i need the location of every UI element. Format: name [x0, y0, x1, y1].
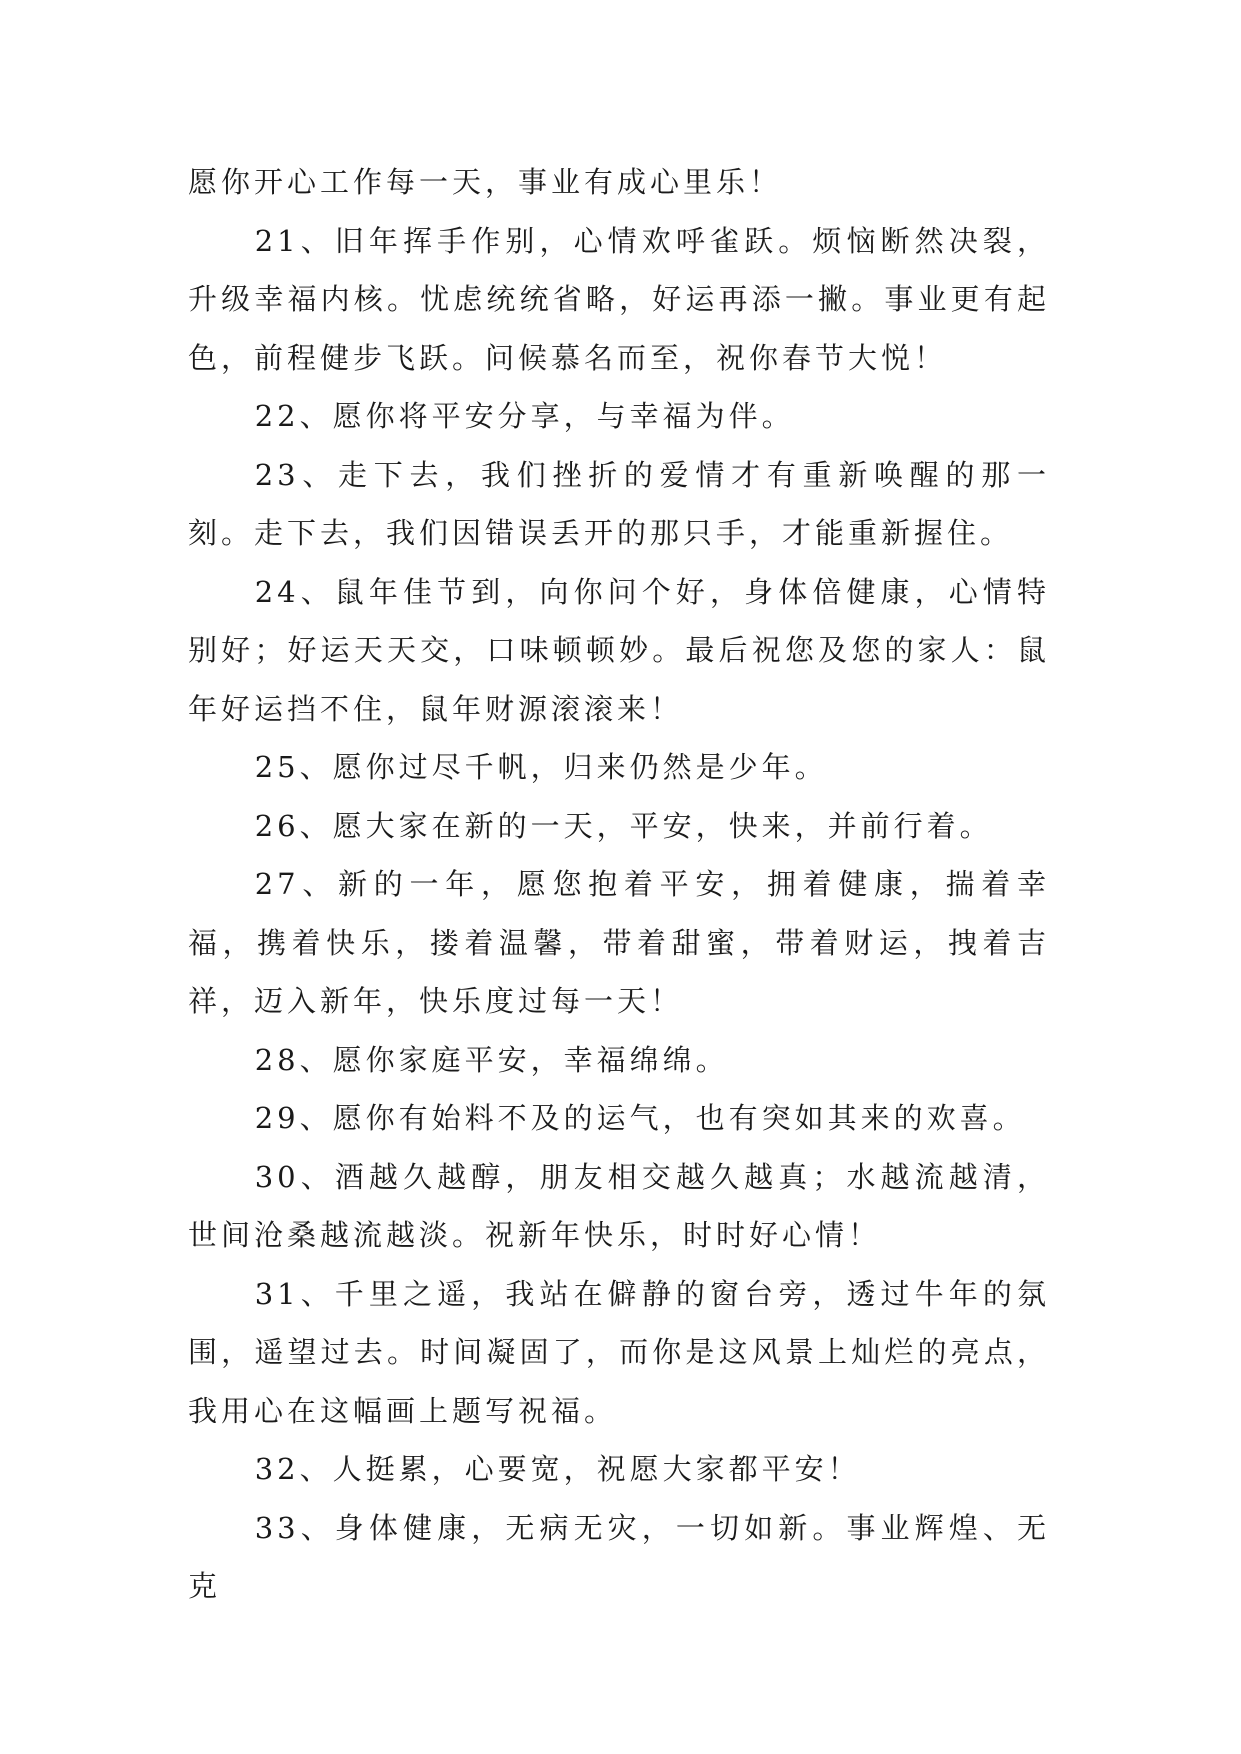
paragraph-21: 21、旧年挥手作别，心情欢呼雀跃。烦恼断然决裂，升级幸福内核。忧虑统统省略，好运再添一撇。事业更有起色，前程健步飞跃。问候慕名而至，祝你春节大悦！: [188, 223, 1050, 375]
document-body: [188, 153, 1050, 1616]
paragraph-continuation: 愿你开心工作每一天，事业有成心里乐！: [188, 165, 783, 199]
paragraph-22: 22、愿你将平安分享，与幸福为伴。: [254, 399, 795, 433]
paragraph-28: 28、愿你家庭平安，幸福绵绵。: [254, 1042, 729, 1077]
paragraph-26: 26、愿大家在新的一天，平安，快来，并前行着。: [254, 808, 993, 843]
paragraph-24: 24、鼠年佳节到，向你问个好，身体倍健康，心情特别好；好运天天交，口味顿顿妙。最后祝您及您的家人：鼠年好运挡不住，鼠年财源滚滚来！: [188, 574, 1050, 726]
paragraph-31: 31、千里之遥，我站在僻静的窗台旁，透过牛年的氛围，遥望过去。时间凝固了，而你是这风景上灿烂的亮点，我用心在这幅画上题写祝福。: [188, 1276, 1050, 1428]
paragraph-32: 32、人挺累，心要宽，祝愿大家都平安！: [254, 1452, 861, 1486]
paragraph-30: 30、酒越久越醇，朋友相交越久越真；水越流越清，世间沧桑越流越淡。祝新年快乐，时时好心情！: [188, 1159, 1050, 1252]
paragraph-27: 27、新的一年，愿您抱着平安，拥着健康，揣着幸福，携着快乐，搂着温馨，带着甜蜜，带着财运，拽着吉祥，迈入新年，快乐度过每一天！: [188, 867, 1050, 1018]
paragraph-25: 25、愿你过尽千帆，归来仍然是少年。: [254, 750, 828, 784]
paragraph-33: 33、身体健康，无病无灾，一切如新。事业辉煌、无克: [188, 1510, 1050, 1603]
paragraph-29: 29、愿你有始料不及的运气，也有突如其来的欢喜。: [254, 1101, 1026, 1135]
paragraph-23: 23、走下去，我们挫折的爱情才有重新唤醒的那一刻。走下去，我们因错误丢开的那只手，才能重新握住。: [188, 457, 1050, 550]
